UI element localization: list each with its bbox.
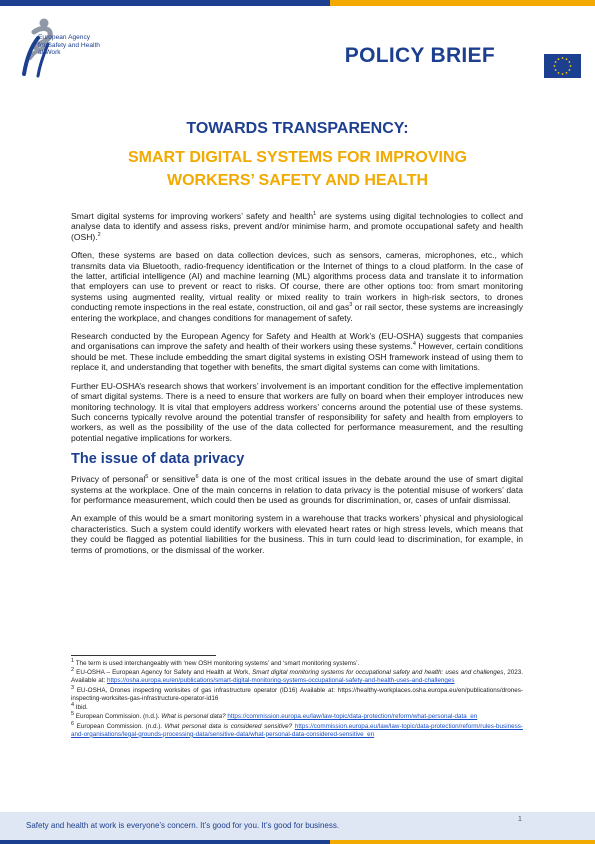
footnote-ref-5[interactable]: 5 bbox=[145, 474, 149, 481]
footer-slogan: Safety and health at work is everyone’s concern. It’s good for you. It’s good for business. bbox=[26, 821, 340, 830]
paragraph-3-text-a: Research conducted by the European Agency for Safety and Health at Work’s (EU-OSHA) suggests that companies and organisations can improve the safety and health of their workers using these systems. bbox=[71, 331, 523, 352]
main-title-line-3: WORKERS’ SAFETY AND HEALTH bbox=[166, 172, 429, 189]
section-heading-data-privacy: The issue of data privacy bbox=[71, 451, 245, 468]
footnote-5-title: What is personal data? bbox=[161, 713, 226, 721]
footnote-2 bbox=[71, 669, 523, 685]
bottom-bar-gold-segment bbox=[330, 840, 595, 844]
footnote-5-link[interactable]: https://commission.europa.eu/law/law-topic/data-protection/reform/what-personal-data_en bbox=[227, 713, 478, 721]
eu-flag-icon bbox=[544, 54, 581, 78]
paragraph-5-text-a: Privacy of personal bbox=[71, 474, 146, 485]
main-title-subtitle bbox=[0, 146, 595, 192]
body-text bbox=[71, 211, 523, 563]
footnote-6-number: 6 bbox=[71, 720, 75, 727]
footnote-1-text: The term is used interchangeably with ‘new OSH monitoring systems’ and ‘smart monitoring systems’. bbox=[74, 660, 360, 667]
page-number: 1 bbox=[518, 816, 522, 823]
footnote-5 bbox=[71, 713, 523, 721]
main-title-line-1: TOWARDS TRANSPARENCY: bbox=[186, 120, 409, 137]
paragraph-3-text-b: However, certain conditions should be met. These include embedding the smart digital systems in existing OSH framework instead of using them to replace it, and understanding that together with benefits, the smart digital systems can come with limitations. bbox=[71, 341, 524, 373]
bottom-bar-navy-segment bbox=[0, 840, 330, 844]
logo-organisation-text bbox=[38, 34, 100, 57]
footnote-2-text-c: , 2023. Available at: bbox=[71, 669, 523, 685]
footnote-ref-3[interactable]: 3 bbox=[349, 302, 353, 309]
footnote-ref-1[interactable]: 1 bbox=[313, 211, 317, 218]
org-name-line-2: for Safety and Health bbox=[38, 41, 100, 49]
footnote-2-text-a: EU-OSHA – European Agency for Safety and Health at Work, bbox=[74, 669, 253, 677]
paragraph-2-text-a: Often, these systems are based on data collection devices, such as sensors, cameras, microphones, etc., which transmits data via Bluetooth, radio-frequency identification or the Internet of things to a cloud platform. In the case of the latter, artificial intelligence (AI) and machine learning (ML) algorithms process data and translate it to information that employers can use to prevent or react to risks. Of course, there are other options too: from smart monitoring systems using augmented reality, virtual reality or mixed reality to train workers in high-risk sectors, to drones conducting remote inspections in the real estate, construction, oil and gas bbox=[71, 250, 523, 313]
footnote-3-number: 3 bbox=[71, 684, 75, 691]
paragraph-1 bbox=[71, 211, 523, 242]
footnote-4-text: Ibid. bbox=[74, 704, 88, 712]
footnote-4-number: 4 bbox=[71, 701, 75, 708]
footnote-2-number: 2 bbox=[71, 667, 75, 674]
org-name-line-1: European Agency bbox=[38, 34, 91, 41]
footnote-1-number: 1 bbox=[71, 657, 75, 664]
paragraph-6: An example of this would be a smart monitoring system in a warehouse that tracks workers’ physical and physiological characteristics. Such a system could identify workers with elevated heart rates or high stress levels, which means that they could be flagged as potential liabilities for the business. This in turn could lead to discrimination, for example, in terms of promotions, or the dismissal of the worker. bbox=[71, 513, 523, 555]
paragraph-5-text-c: data is one of the most critical issues in the debate around the use of smart digital systems at the workplace. One of the main concerns in relation to data privacy is the potential misuse of workers’ data for performance measurement, which could then be used as grounds for discrimination, or, cases of unfair dismissal. bbox=[71, 474, 524, 505]
footnote-ref-4[interactable]: 4 bbox=[412, 341, 416, 348]
paragraph-1-text-a: Smart digital systems for improving workers’ safety and health bbox=[71, 211, 314, 221]
footnotes bbox=[71, 657, 523, 740]
paragraph-4: Further EU-OSHA’s research shows that workers’ involvement is an important condition for the effective implementation of smart digital systems. There is a need to ensure that workers are fully on board when their employer introduces new monitoring technology. It is vital that employers address workers’ concerns around the potential use of these systems. Such concerns typically revolve around the potential transfer of responsibility for safety and health from employers to workers, as well as the possibility of the use of the data collected for performance measurement, and the resulting potential negative implications for workers. bbox=[71, 380, 523, 443]
paragraph-2 bbox=[71, 250, 523, 323]
org-name-line-3: at Work bbox=[38, 49, 61, 57]
paragraph-1-text-b: are systems using digital technologies to collect and analyse data to identify and assess risks, prevent and/or minimise harm, and promote occupational safety and health (OSH). bbox=[71, 211, 523, 242]
top-color-bar bbox=[0, 0, 595, 6]
footnote-ref-6[interactable]: 6 bbox=[195, 474, 199, 481]
bottom-color-bar bbox=[0, 840, 595, 844]
footnote-6-text-a: European Commission. (n.d.). bbox=[74, 722, 165, 730]
footnote-4 bbox=[71, 701, 523, 712]
footnote-6-title: What personal data is considered sensitive? bbox=[164, 722, 293, 730]
paragraph-5 bbox=[71, 474, 523, 505]
top-bar-navy-segment bbox=[0, 0, 330, 6]
footnote-1 bbox=[71, 657, 523, 668]
footnote-3 bbox=[71, 684, 523, 703]
footnote-ref-2[interactable]: 2 bbox=[97, 231, 101, 238]
footnote-divider bbox=[71, 655, 216, 656]
footnote-2-link[interactable]: https://osha.europa.eu/en/publications/smart-digital-monitoring-systems-occupational-safety-and-health-uses-and-challenges bbox=[106, 677, 455, 685]
footnote-2-publication-title: Smart digital monitoring systems for occupational safety and health: uses and challenges bbox=[252, 669, 504, 677]
paragraph-3 bbox=[71, 331, 523, 373]
document-type-title: POLICY BRIEF bbox=[344, 44, 495, 67]
paragraph-5-text-b: or sensitive bbox=[148, 474, 196, 485]
main-title-line-2: SMART DIGITAL SYSTEMS FOR IMPROVING bbox=[128, 149, 467, 166]
footnote-5-number: 5 bbox=[71, 711, 75, 718]
footnote-6 bbox=[71, 720, 523, 739]
top-bar-gold-segment bbox=[330, 0, 595, 6]
footnote-3-text: EU-OSHA, Drones inspecting worksites of gas infrastructure operator (ID16) Available at: https://healthy-workplaces.osha.europa.eu/en/publications/drones-inspecting-worksites-gas-infrastructure-operator-id16 bbox=[71, 686, 523, 702]
footnote-6-link[interactable]: https://commission.europa.eu/law/law-topic/data-protection/reform/rules-business-and-organisations/legal-grounds-processing-data/sensitive-data/what-personal-data-considered-sensitive_en bbox=[71, 722, 523, 738]
paragraph-2-text-b: or rail sector, these systems are increasingly entering the workplace, and changes conditions for management of safety. bbox=[71, 302, 524, 323]
footnote-5-text-a: European Commission. (n.d.). bbox=[74, 713, 162, 721]
